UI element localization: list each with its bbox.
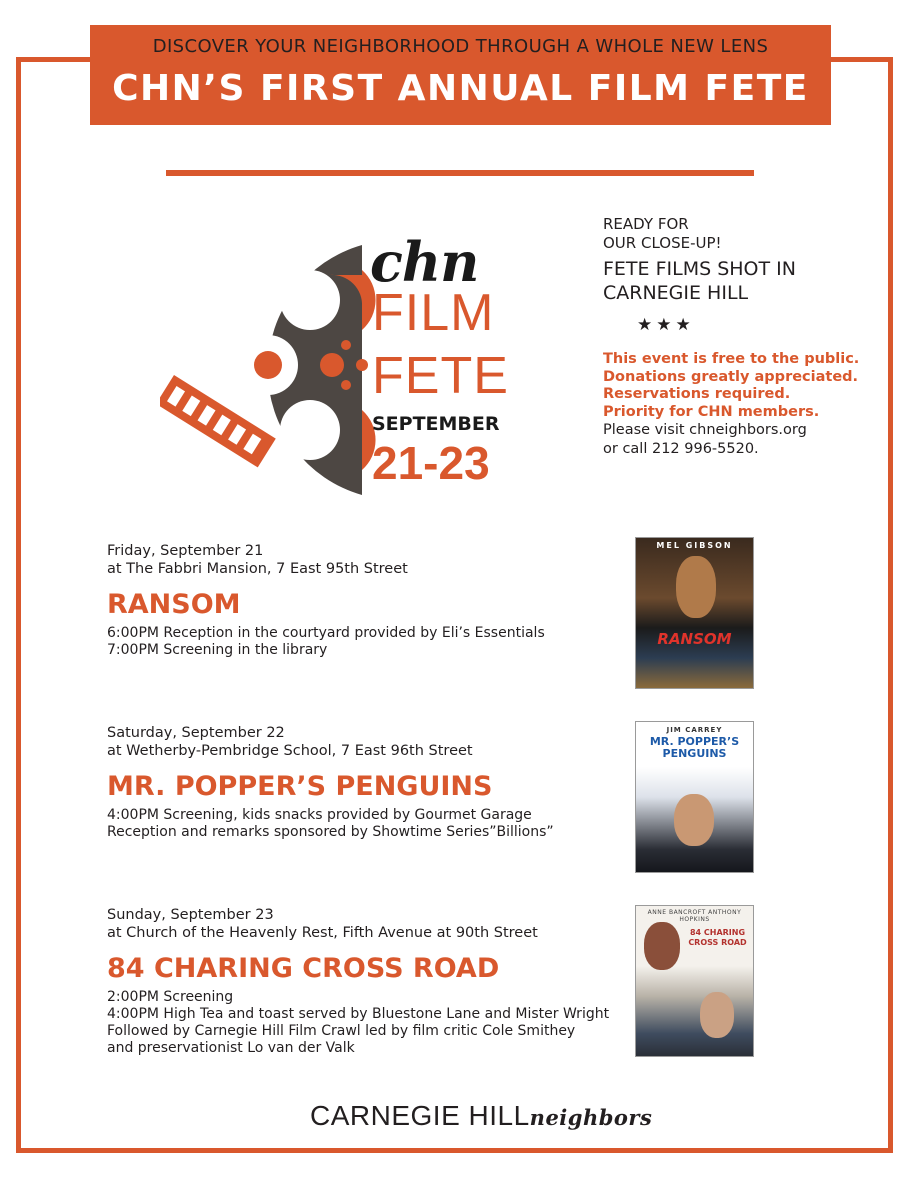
poster-title: MR. POPPER’S PENGUINS	[649, 735, 740, 760]
film-fete-logo	[160, 215, 520, 515]
event-day: Friday, September 21	[107, 543, 264, 559]
headline-line-2: CARNEGIE HILL	[603, 282, 749, 304]
poster-top-text: JIM CARREY	[666, 726, 723, 734]
poster-face	[674, 794, 714, 846]
banner-subtitle: DISCOVER YOUR NEIGHBORHOOD THROUGH A WHOLE NEW LENS	[152, 36, 769, 57]
event-details	[107, 989, 627, 1057]
contact-line: or call 212 996-5520.	[603, 441, 759, 457]
poster-ransom	[635, 537, 754, 689]
notice-line: Donations greatly appreciated.	[603, 368, 859, 385]
detail-line: Reception and remarks sponsored by Showtime Series”Billions”	[107, 824, 554, 840]
logo-fete: FETE	[372, 347, 509, 405]
detail-line: 7:00PM Screening in the library	[107, 642, 328, 658]
event-details	[107, 625, 627, 659]
poster-top-text: MEL GIBSON	[656, 541, 733, 550]
poster-title: 84 CHARING CROSS ROAD	[688, 928, 747, 947]
detail-line: 4:00PM High Tea and toast served by Bluestone Lane and Mister Wright	[107, 1006, 610, 1022]
event-popper	[107, 724, 627, 841]
header-banner	[90, 25, 831, 125]
event-venue: at The Fabbri Mansion, 7 East 95th Street	[107, 561, 408, 577]
kicker-line-2: OUR CLOSE-UP!	[603, 234, 722, 252]
poster-top-text: ANNE BANCROFT ANTHONY HOPKINS	[647, 909, 742, 923]
footer-script: neighbors	[529, 1105, 653, 1130]
detail-line: and preservationist Lo van der Valk	[107, 1040, 355, 1056]
event-details	[107, 807, 627, 841]
banner-title: CHN’S FIRST ANNUAL FILM FETE	[112, 68, 809, 109]
event-venue: at Wetherby-Pembridge School, 7 East 96th Street	[107, 743, 473, 759]
poster-face	[676, 556, 716, 618]
detail-line: Followed by Carnegie Hill Film Crawl led by film critic Cole Smithey	[107, 1023, 576, 1039]
kicker-line-1: READY FOR	[603, 215, 689, 233]
event-day: Sunday, September 23	[107, 907, 274, 923]
notice-block	[603, 351, 883, 421]
poster-face	[644, 922, 680, 970]
contact-line: Please visit chneighbors.org	[603, 422, 807, 438]
notice-line: This event is free to the public.	[603, 351, 860, 367]
stars-icon: ★★★	[637, 315, 695, 335]
event-film-title: MR. POPPER’S PENGUINS	[107, 771, 493, 802]
footer-org: CARNEGIE HILL	[310, 1100, 530, 1131]
event-day: Saturday, September 22	[107, 725, 285, 741]
logo-brand: chn	[370, 230, 479, 294]
detail-line: 6:00PM Reception in the courtyard provided by Eli’s Essentials	[107, 625, 545, 641]
logo-film: FILM	[372, 284, 495, 342]
poster-face	[700, 992, 734, 1038]
event-charing-cross	[107, 906, 627, 1057]
poster-popper	[635, 721, 754, 873]
notice-line: Priority for CHN members.	[603, 403, 820, 420]
headline-line-1: FETE FILMS SHOT IN	[603, 258, 796, 280]
divider-rule	[166, 170, 754, 176]
logo-month: SEPTEMBER	[372, 413, 500, 435]
event-ransom	[107, 542, 627, 659]
logo-dates: 21-23	[372, 437, 490, 489]
event-film-title: 84 CHARING CROSS ROAD	[107, 953, 500, 984]
event-venue: at Church of the Heavenly Rest, Fifth Avenue at 90th Street	[107, 925, 538, 941]
detail-line: 4:00PM Screening, kids snacks provided by Gourmet Garage	[107, 807, 532, 823]
info-sidebar	[603, 215, 883, 459]
poster-title: RANSOM	[657, 630, 732, 648]
event-film-title: RANSOM	[107, 589, 241, 620]
poster-charing-cross	[635, 905, 754, 1057]
detail-line: 2:00PM Screening	[107, 989, 234, 1005]
notice-line: Reservations required.	[603, 386, 791, 402]
footer-logo	[310, 1100, 652, 1132]
